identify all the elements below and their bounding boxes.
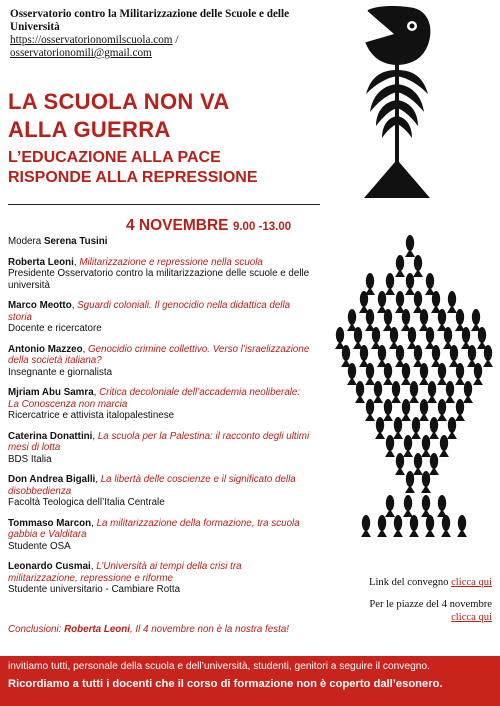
speaker-talk-title: La libertà delle coscienze e il significato della disobbedienza xyxy=(8,474,296,497)
speaker-item xyxy=(8,518,313,553)
speaker-name: Don Andrea Bigalli xyxy=(8,474,96,485)
small-fish-icon xyxy=(385,495,395,517)
title-line-2: ALLA GUERRA xyxy=(8,117,171,142)
speaker-talk-title: Genocidio crimine collettivo. Verso l’israelizzazione della società italiana? xyxy=(8,343,310,366)
speaker-separator: , xyxy=(91,517,97,529)
fish-skeleton-icon xyxy=(340,4,455,200)
conclusion-text: , Il 4 novembre non è la nostra festa! xyxy=(129,624,290,635)
subtitle-line-2: RISPONDE ALLA REPRESSIONE xyxy=(8,169,258,186)
speaker-talk-title: La militarizzazione della formazione, tra scuola gabbia e Valditara xyxy=(8,517,300,540)
small-fish-icon xyxy=(447,291,457,313)
event-date: 4 NOVEMBRE xyxy=(126,217,229,234)
title-divider xyxy=(8,204,320,205)
small-fish-icon xyxy=(395,255,405,277)
speaker-item xyxy=(8,561,313,596)
speaker-item xyxy=(8,344,313,379)
subtitle-line-1: L’EDUCAZIONE ALLA PACE xyxy=(8,149,221,166)
speaker-separator: , xyxy=(90,561,97,572)
conference-link-row xyxy=(330,576,492,589)
conference-link-text: Link del convegno xyxy=(369,577,449,588)
website-link[interactable]: https://osservatorionomilscuola.com xyxy=(10,34,173,46)
small-fish-icon xyxy=(377,515,387,537)
banner-warning-text: Ricordiamo a tutti i docenti che il corso di formazione non è coperto dall’esonero. xyxy=(8,678,443,690)
email-line xyxy=(10,47,340,60)
small-fish-icon xyxy=(425,273,435,295)
header xyxy=(10,8,340,60)
small-fish-icon xyxy=(393,515,403,537)
speaker-role: Docente e ricercatore xyxy=(8,323,102,334)
small-fish-icon xyxy=(395,291,405,313)
conclusion-label: Conclusioni: xyxy=(8,624,62,635)
speaker-name: Mjriam Abu Samra xyxy=(8,387,94,398)
email-link[interactable]: osservatorionomili@gmail.com xyxy=(10,47,152,59)
speaker-name: Roberta Leoni xyxy=(8,256,74,268)
speaker-role: BDS Italia xyxy=(8,453,52,465)
speaker-role: Studente universitario - Cambiare Rotta xyxy=(8,584,181,595)
speaker-list xyxy=(8,257,313,596)
piazze-link-row xyxy=(330,598,492,624)
moderator-label: Modera xyxy=(8,236,42,247)
speaker-separator: , xyxy=(95,474,101,485)
organization-name: Osservatorio contro la Militarizzazione delle Scuole e delle Università xyxy=(10,8,290,33)
small-fish-icon xyxy=(405,235,415,257)
fish-school-icon xyxy=(330,225,500,560)
speaker-name: Tommaso Marcon xyxy=(8,517,92,529)
small-fish-icon xyxy=(347,309,357,331)
speaker-name: Antonio Mazzeo xyxy=(8,343,83,355)
event-date-time xyxy=(126,217,291,235)
small-fish-icon xyxy=(421,495,431,517)
small-fish-icon xyxy=(361,515,371,537)
speaker-item xyxy=(8,431,313,466)
main-title xyxy=(8,88,258,187)
links-block xyxy=(330,576,492,633)
speaker-role: Insegnante e giornalista xyxy=(8,366,113,378)
bottom-banner xyxy=(0,656,500,706)
speaker-separator: , xyxy=(93,387,100,398)
small-fish-icon xyxy=(441,515,451,537)
conclusion-line xyxy=(8,624,318,635)
speaker-item xyxy=(8,474,313,509)
speaker-talk-title: La scuola per la Palestina: il racconto degli ultimi mesi di lotta xyxy=(8,430,310,453)
small-fish-icon xyxy=(365,273,375,295)
conference-link[interactable]: clicca qui xyxy=(451,577,492,588)
small-fish-icon xyxy=(409,515,419,537)
contact-separator: / xyxy=(175,34,179,46)
piazze-link-text: Per le piazze del 4 novembre xyxy=(369,599,492,610)
speaker-name: Leonardo Cusmai xyxy=(8,561,91,572)
event-time: 9.00 -13.00 xyxy=(232,221,292,233)
title-line-1: LA SCUOLA NON VA xyxy=(8,89,230,114)
moderator-line xyxy=(8,236,313,248)
small-fish-icon xyxy=(335,327,345,349)
speaker-role: Ricercatrice e attivista italopalestinese xyxy=(8,410,175,421)
moderator-name: Serena Tusini xyxy=(43,236,108,247)
small-fish-icon xyxy=(471,309,481,331)
small-fish-icon xyxy=(413,255,423,277)
speaker-item xyxy=(8,387,313,422)
speaker-name: Caterina Donattini xyxy=(8,430,93,442)
speaker-talk-title: Sguardi coloniali. Il genocidio nella didattica della storia xyxy=(8,300,291,323)
speaker-separator: , xyxy=(71,300,78,311)
conclusion-speaker: Roberta Leoni xyxy=(64,624,130,635)
piazze-link[interactable]: clicca qui xyxy=(451,612,492,623)
program xyxy=(8,236,313,605)
small-fish-icon xyxy=(457,515,467,537)
speaker-separator: , xyxy=(73,256,80,268)
speaker-talk-title: Critica decoloniale dell’accademia neoliberale: La Conoscenza non marcia xyxy=(8,387,301,410)
speaker-role: Facoltà Teologica dell’Italia Centrale xyxy=(8,497,165,508)
contact-line xyxy=(10,34,340,47)
speaker-role: Presidente Osservatorio contro la militarizzazione delle scuole e delle università xyxy=(8,268,310,291)
speaker-talk-title: Militarizzazione e repressione nella scuola xyxy=(79,256,263,268)
speaker-name: Marco Meotto xyxy=(8,300,72,311)
small-fish-icon xyxy=(403,495,413,517)
small-fish-icon xyxy=(425,515,435,537)
speaker-item xyxy=(8,300,313,335)
speaker-separator: , xyxy=(92,430,98,442)
speaker-talk-title: L’Università ai tempi della crisi tra militarizzazione, repressione e riforme xyxy=(8,561,242,584)
speaker-separator: , xyxy=(82,343,89,355)
small-fish-icon xyxy=(385,273,395,295)
small-fish-icon xyxy=(437,495,447,517)
speaker-item xyxy=(8,257,313,292)
speaker-role: Studente OSA xyxy=(8,540,71,552)
banner-invite-text: invitiamo tutti, personale della scuola e dell’università, studenti, genitori a seguire il convegno. xyxy=(8,661,430,672)
